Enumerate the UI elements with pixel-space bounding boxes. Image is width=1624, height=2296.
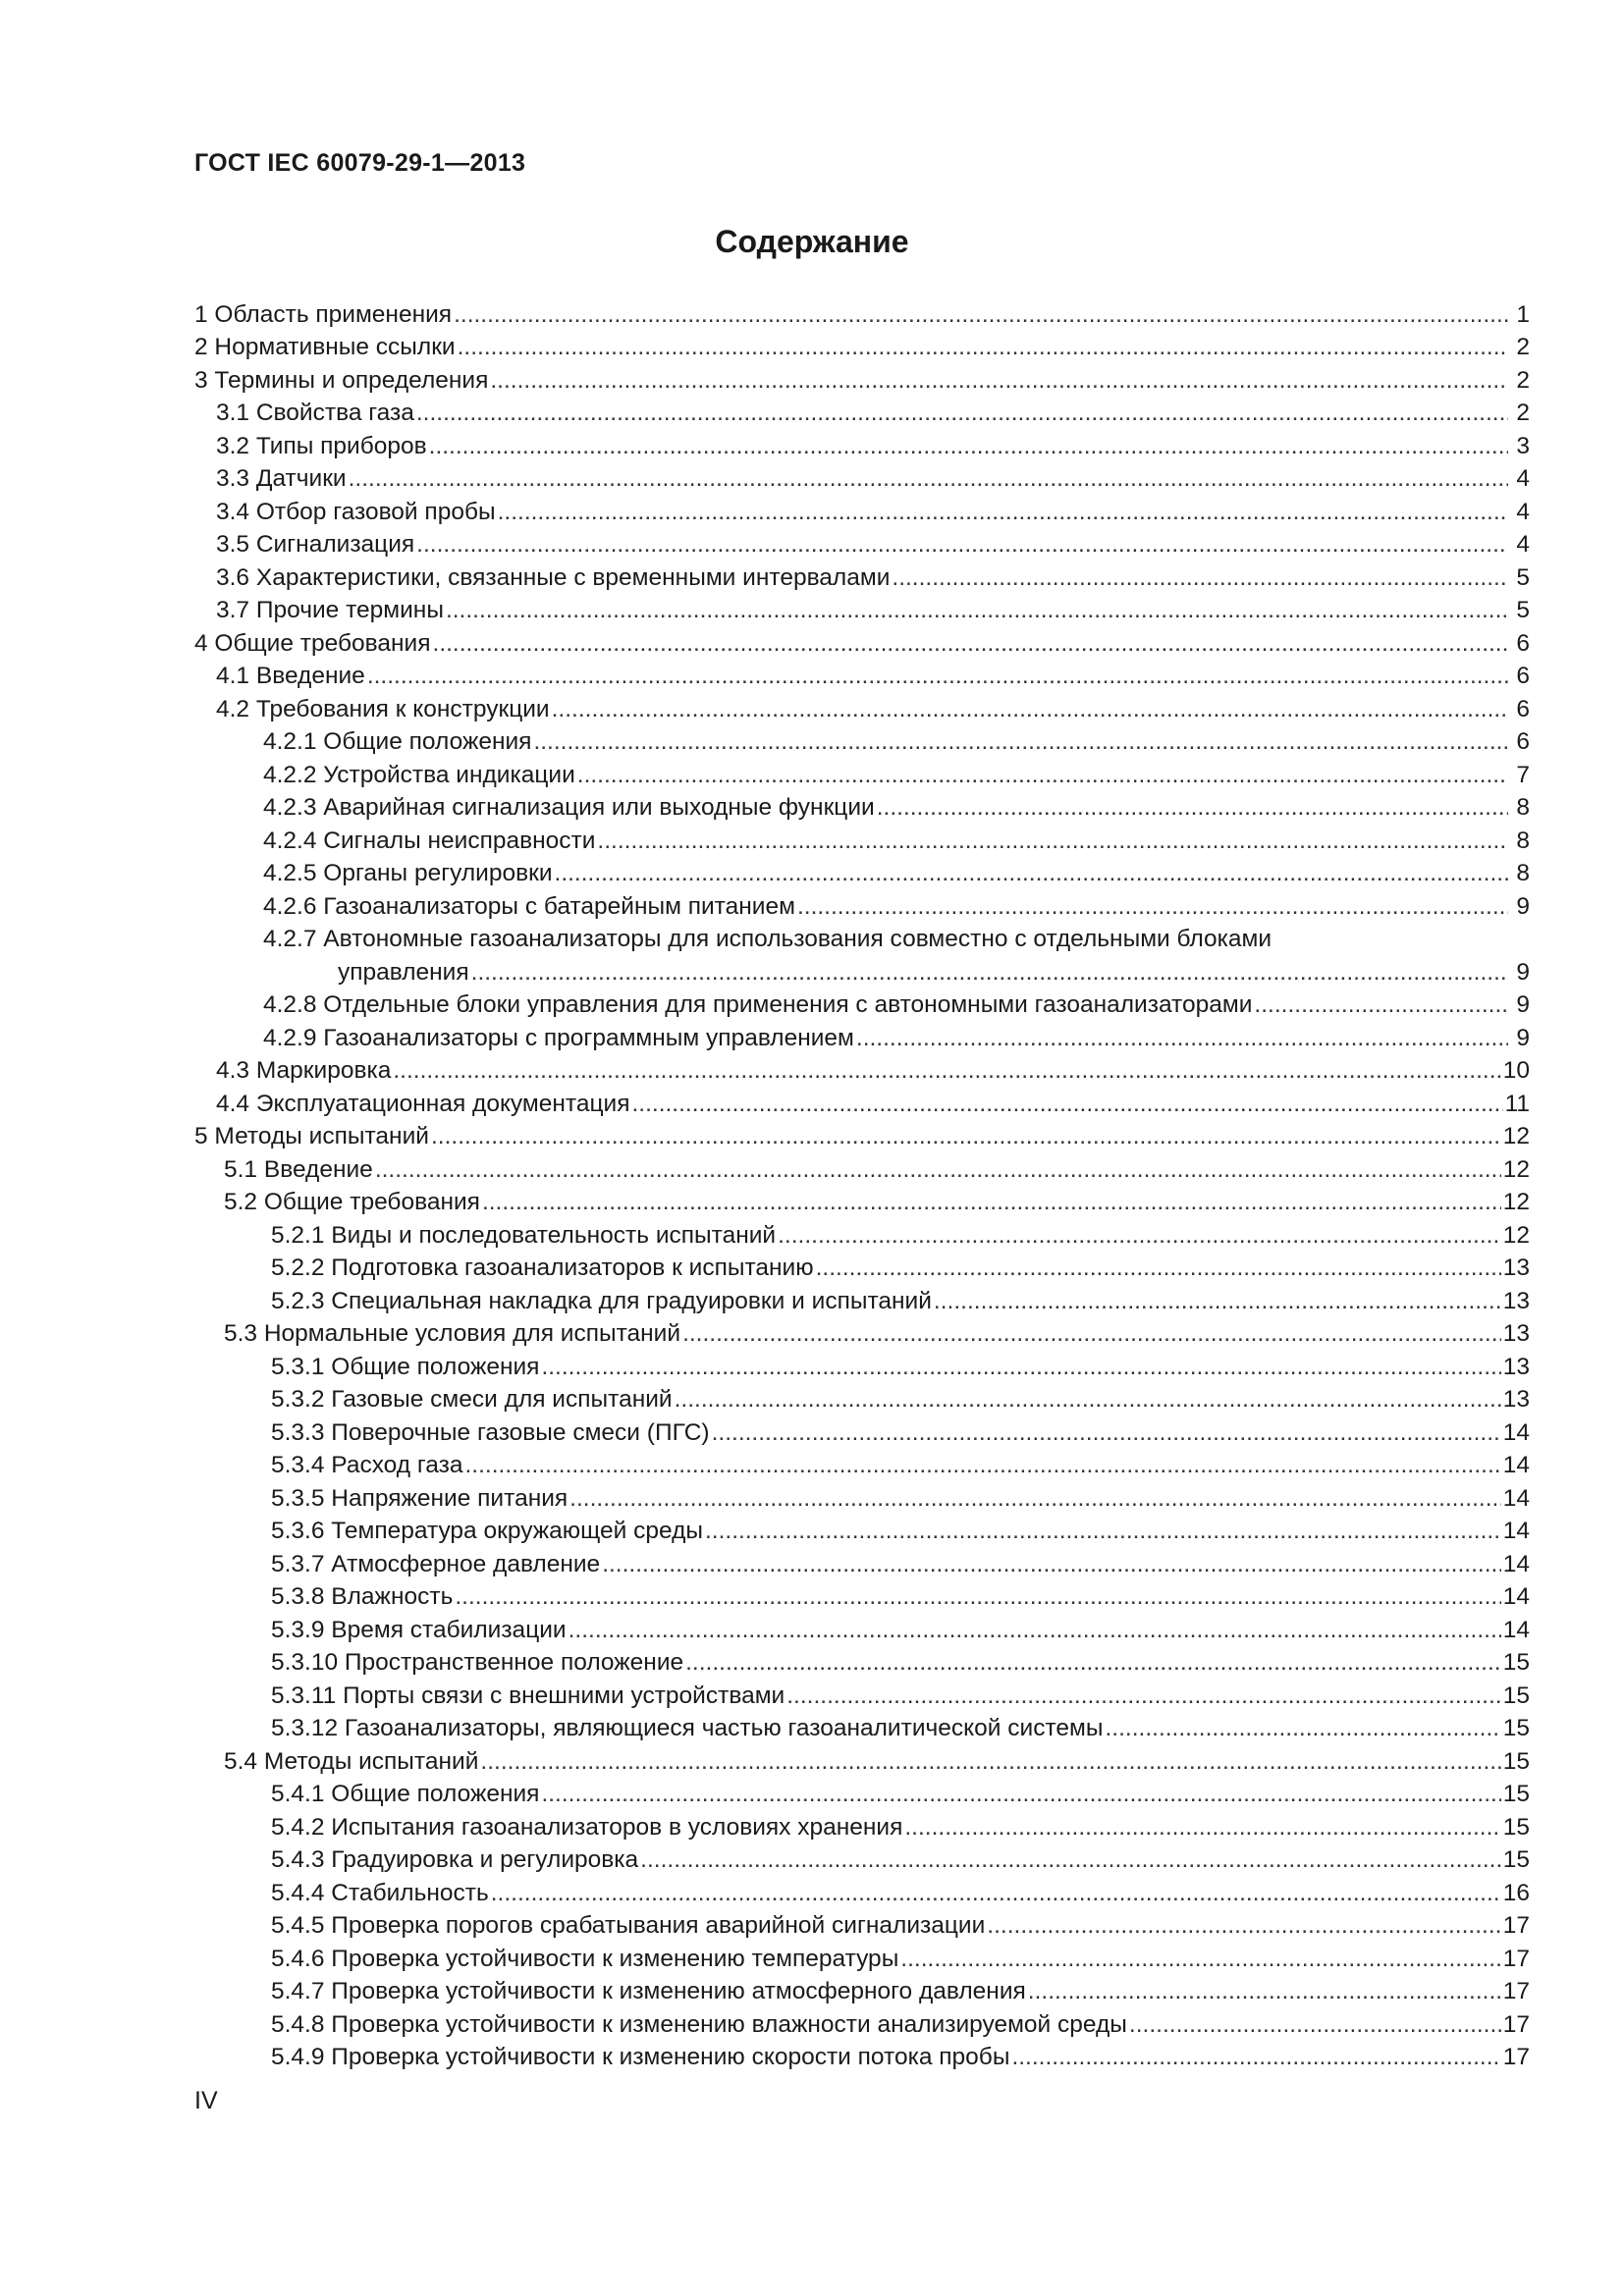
toc-entry-label: 5 Методы испытаний [194, 1123, 429, 1149]
toc-entry[interactable] [194, 888, 1530, 922]
toc-entry-label: 5.2 Общие требования [224, 1189, 480, 1215]
toc-entry-label: 5.4.2 Испытания газоанализаторов в условиях хранения [271, 1813, 903, 1841]
toc-entry-label: 5.3.12 Газоанализаторы, являющиеся частью газоаналитической системы [271, 1715, 1104, 1741]
toc-entry[interactable] [194, 362, 1530, 396]
toc-page-number: 17 [1502, 2044, 1530, 2070]
toc-entry[interactable] [194, 856, 1530, 889]
toc-entry[interactable] [194, 1612, 1530, 1645]
toc-leader-dots [682, 1319, 1501, 1349]
toc-entry[interactable] [194, 1908, 1530, 1942]
toc-entry-label: 5.3.10 Пространственное положение [271, 1649, 684, 1676]
toc-leader-dots [877, 793, 1508, 823]
toc-entry-label: 5.3.6 Температура окружающей среды [271, 1518, 703, 1544]
toc-page-number: 13 [1502, 1287, 1530, 1314]
toc-leader-dots [416, 399, 1508, 428]
toc-entry-label: 4.2.8 Отдельные блоки управления для применения с автономными газоанализаторами [263, 991, 1253, 1018]
toc-entry[interactable] [194, 330, 1530, 363]
toc-entry-label: 3.6 Характеристики, связанные с временными интервалами [216, 563, 891, 591]
toc-leader-dots [349, 464, 1508, 494]
toc-entry[interactable] [194, 560, 1530, 593]
toc-page-number: 6 [1516, 629, 1530, 657]
toc-entry-label: 3.3 Датчики [216, 465, 347, 492]
toc-entry[interactable] [194, 2040, 1530, 2073]
toc-leader-dots [490, 366, 1508, 396]
toc-leader-dots [482, 1188, 1501, 1217]
toc-leader-dots [987, 1911, 1500, 1941]
toc-entry[interactable] [194, 1382, 1530, 1415]
toc-leader-dots [431, 1122, 1501, 1151]
toc-leader-dots [446, 596, 1508, 625]
toc-page-number: 9 [1516, 991, 1530, 1018]
toc-page-number: 13 [1502, 1320, 1530, 1347]
toc-entry-label: 5.4.6 Проверка устойчивости к изменению температуры [271, 1945, 899, 1972]
toc-leader-dots [458, 333, 1508, 362]
toc-entry-label: 4.2.4 Сигналы неисправности [263, 827, 596, 854]
toc-leader-dots [705, 1517, 1501, 1546]
toc-entry[interactable] [194, 1053, 1530, 1087]
toc-entry[interactable] [194, 1480, 1530, 1514]
toc-page-number: 9 [1516, 958, 1530, 986]
toc-entry-label: 5.3.9 Время стабилизации [271, 1616, 567, 1643]
toc-entry[interactable] [194, 1777, 1530, 1810]
toc-page-number: 15 [1502, 1813, 1530, 1841]
toc-entry-label: 5.3.3 Поверочные газовые смеси (ПГС) [271, 1418, 710, 1446]
toc-leader-dots [904, 1813, 1500, 1842]
toc-leader-dots [454, 300, 1508, 330]
toc-leader-dots [491, 1879, 1501, 1908]
toc-entry[interactable] [194, 1415, 1530, 1448]
toc-entry-label: 4.2.2 Устройства индикации [263, 761, 575, 788]
toc-page-number: 14 [1502, 1452, 1530, 1478]
toc-page-number: 8 [1516, 794, 1530, 821]
toc-leader-dots [455, 1582, 1500, 1612]
page-number: IV [194, 2087, 218, 2114]
toc-page-number: 9 [1516, 892, 1530, 920]
toc-entry-label: 5.3.5 Напряжение питания [271, 1484, 568, 1512]
toc-leader-dots [367, 662, 1508, 691]
toc-entry-label: 4.2 Требования к конструкции [216, 695, 550, 722]
toc-leader-dots [797, 892, 1508, 922]
toc-entry[interactable] [194, 1645, 1530, 1679]
toc-page-number: 17 [1502, 1912, 1530, 1939]
toc-entry[interactable] [194, 1546, 1530, 1579]
toc-leader-dots [675, 1385, 1501, 1415]
toc-entry-label: 5.3.1 Общие положения [271, 1353, 540, 1380]
toc-leader-dots [631, 1090, 1502, 1119]
toc-entry[interactable] [194, 1086, 1530, 1119]
toc-page-number: 12 [1502, 1189, 1530, 1215]
toc-entry-label: 4.2.7 Автономные газоанализаторы для использования совместно с отдельными блоками [263, 926, 1272, 952]
toc-entry[interactable] [194, 1842, 1530, 1876]
toc-page-number: 15 [1502, 1846, 1530, 1873]
toc-page-number: 7 [1516, 761, 1530, 788]
toc-leader-dots [1011, 2043, 1500, 2072]
table-of-contents [194, 296, 1530, 2072]
toc-entry-label: 4.2.6 Газоанализаторы с батарейным питанием [263, 892, 795, 920]
toc-leader-dots [1254, 990, 1508, 1020]
toc-page-number: 14 [1502, 1418, 1530, 1446]
toc-leader-dots [1028, 1977, 1501, 2006]
toc-entry[interactable] [194, 396, 1530, 429]
toc-entry-label: 5.4.1 Общие положения [271, 1781, 540, 1807]
toc-page-number: 14 [1502, 1583, 1530, 1610]
toc-entry[interactable] [194, 1283, 1530, 1316]
toc-page-number: 10 [1502, 1057, 1530, 1084]
toc-leader-dots [533, 727, 1508, 757]
toc-entry[interactable] [194, 1119, 1530, 1152]
toc-entry[interactable] [194, 2006, 1530, 2040]
toc-leader-dots [640, 1845, 1501, 1875]
toc-leader-dots [1129, 2010, 1501, 2040]
toc-page-number: 12 [1502, 1221, 1530, 1249]
toc-leader-dots [541, 1780, 1500, 1809]
toc-entry-label: 5.3.7 Атмосферное давление [271, 1550, 601, 1577]
toc-entry-label: 4.2.1 Общие положения [263, 728, 532, 755]
toc-entry-label: 5.4.9 Проверка устойчивости к изменению скорости потока пробы [271, 2044, 1010, 2070]
toc-page-number: 8 [1516, 860, 1530, 886]
toc-entry-label: 5.3.11 Порты связи с внешними устройствами [271, 1682, 785, 1709]
toc-entry-label: 4.1 Введение [216, 663, 365, 689]
toc-entry[interactable] [194, 527, 1530, 561]
toc-entry-label: 3.2 Типы приборов [216, 432, 427, 459]
toc-page-number: 14 [1502, 1550, 1530, 1577]
toc-page-number: 12 [1502, 1123, 1530, 1149]
toc-entry-label: 5.3.8 Влажность [271, 1583, 454, 1610]
toc-leader-dots [778, 1221, 1501, 1251]
toc-entry-label: 5.4.8 Проверка устойчивости к изменению влажности анализируемой среды [271, 2010, 1127, 2038]
toc-page-number: 15 [1502, 1747, 1530, 1775]
toc-entry[interactable] [194, 1711, 1530, 1744]
toc-entry[interactable] [194, 428, 1530, 461]
toc-entry-label: 4.2.5 Органы регулировки [263, 860, 553, 886]
toc-entry-label: 5.3.4 Расход газа [271, 1452, 463, 1478]
toc-entry-label: 3 Термины и определения [194, 366, 489, 394]
toc-entry-label: 4.3 Маркировка [216, 1057, 392, 1084]
toc-leader-dots [685, 1648, 1501, 1678]
toc-entry-label-continuation: управления [338, 958, 469, 986]
toc-leader-dots [569, 1484, 1501, 1514]
toc-leader-dots [433, 629, 1508, 659]
toc-entry[interactable] [194, 790, 1530, 824]
toc-entry[interactable] [194, 593, 1530, 626]
toc-leader-dots [892, 563, 1508, 593]
toc-page-number: 14 [1502, 1484, 1530, 1512]
toc-entry-label: 5.4.4 Стабильность [271, 1879, 489, 1906]
toc-entry[interactable] [194, 1185, 1530, 1218]
toc-entry-label: 5.3.2 Газовые смеси для испытаний [271, 1386, 673, 1413]
toc-leader-dots [555, 859, 1508, 888]
toc-entry[interactable] [194, 1151, 1530, 1185]
toc-entry-label: 4.2.3 Аварийная сигнализация или выходные функции [263, 794, 875, 821]
toc-leader-dots [464, 1451, 1500, 1480]
toc-entry[interactable] [194, 1514, 1530, 1547]
toc-leader-dots [471, 958, 1508, 988]
toc-entry[interactable] [194, 1217, 1530, 1251]
toc-entry-label: 4.4 Эксплуатационная документация [216, 1090, 630, 1117]
toc-leader-dots [856, 1024, 1508, 1053]
toc-entry[interactable] [194, 1678, 1530, 1711]
toc-page-number: 8 [1516, 827, 1530, 854]
toc-leader-dots [480, 1747, 1500, 1777]
toc-page-number: 2 [1516, 400, 1530, 426]
toc-entry-label: 3.1 Свойства газа [216, 400, 414, 426]
toc-entry-label: 5.4.5 Проверка порогов срабатывания аварийной сигнализации [271, 1912, 986, 1939]
toc-entry-label: 2 Нормативные ссылки [194, 334, 456, 360]
toc-entry-label: 5.2.3 Специальная накладка для градуировки и испытаний [271, 1287, 932, 1314]
toc-page-number: 3 [1516, 432, 1530, 459]
toc-page-number: 15 [1502, 1781, 1530, 1807]
toc-entry-label: 4.2.9 Газоанализаторы с программным управлением [263, 1024, 854, 1051]
toc-entry-label: 3.7 Прочие термины [216, 597, 444, 623]
toc-entry[interactable] [194, 625, 1530, 659]
toc-leader-dots [568, 1616, 1501, 1645]
toc-entry[interactable] [194, 724, 1530, 758]
toc-entry-label: 5.2.1 Виды и последовательность испытаний [271, 1221, 777, 1249]
toc-leader-dots [900, 1945, 1500, 1974]
toc-page-number: 11 [1504, 1090, 1530, 1117]
toc-entry-label: 5.4 Методы испытаний [224, 1747, 479, 1775]
toc-leader-dots [429, 432, 1508, 461]
toc-page-number: 6 [1516, 695, 1530, 722]
toc-entry[interactable] [194, 1020, 1530, 1053]
toc-page-number: 17 [1502, 1945, 1530, 1972]
toc-page-number: 13 [1502, 1353, 1530, 1380]
toc-page-number: 15 [1502, 1649, 1530, 1676]
toc-entry[interactable] [194, 659, 1530, 692]
toc-entry[interactable] [194, 1941, 1530, 1974]
toc-entry-label: 5.3 Нормальные условия для испытаний [224, 1320, 681, 1347]
toc-page-number: 14 [1502, 1518, 1530, 1544]
toc-leader-dots [416, 530, 1508, 560]
toc-leader-dots [1105, 1714, 1500, 1743]
toc-page-number: 15 [1502, 1682, 1530, 1709]
toc-page-number: 15 [1502, 1715, 1530, 1741]
toc-page-number: 4 [1516, 531, 1530, 558]
toc-entry[interactable] [194, 922, 1530, 955]
toc-entry[interactable] [194, 1316, 1530, 1350]
toc-page-number: 6 [1516, 663, 1530, 689]
toc-leader-dots [712, 1418, 1501, 1448]
toc-page-number: 17 [1502, 2010, 1530, 2038]
toc-page-number: 13 [1502, 1255, 1530, 1281]
toc-page-number: 6 [1516, 728, 1530, 755]
toc-page-number: 4 [1516, 465, 1530, 492]
toc-entry[interactable] [194, 494, 1530, 527]
toc-entry[interactable] [194, 988, 1530, 1021]
toc-entry[interactable] [194, 757, 1530, 790]
toc-leader-dots [602, 1550, 1501, 1579]
toc-leader-dots [934, 1287, 1501, 1316]
toc-entry[interactable] [194, 296, 1530, 330]
toc-entry-label: 5.2.2 Подготовка газоанализаторов к испытанию [271, 1255, 814, 1281]
toc-leader-dots [786, 1682, 1501, 1711]
toc-entry[interactable] [194, 1875, 1530, 1908]
toc-entry[interactable] [194, 1448, 1530, 1481]
toc-entry-label: 5.4.3 Градуировка и регулировка [271, 1846, 639, 1873]
toc-leader-dots [816, 1254, 1501, 1283]
page-title: Содержание [715, 224, 909, 259]
toc-page-number: 2 [1516, 334, 1530, 360]
document-header: ГОСТ IEC 60079-29-1—2013 [194, 149, 526, 177]
toc-entry-label: 3.4 Отбор газовой пробы [216, 498, 496, 525]
toc-entry[interactable] [194, 1974, 1530, 2007]
toc-page-number: 16 [1502, 1879, 1530, 1906]
toc-entry-label: 5.1 Введение [224, 1155, 373, 1183]
toc-entry[interactable] [194, 1349, 1530, 1382]
toc-entry[interactable] [194, 823, 1530, 856]
toc-entry[interactable] [194, 1743, 1530, 1777]
toc-page-number: 9 [1516, 1024, 1530, 1051]
toc-entry-continuation[interactable] [194, 954, 1530, 988]
toc-entry[interactable] [194, 691, 1530, 724]
toc-page-number: 14 [1502, 1616, 1530, 1643]
toc-entry[interactable] [194, 461, 1530, 495]
toc-page-number: 17 [1502, 1978, 1530, 2004]
toc-leader-dots [375, 1155, 1501, 1185]
toc-leader-dots [541, 1353, 1500, 1382]
toc-page-number: 1 [1516, 300, 1530, 328]
toc-entry[interactable] [194, 1579, 1530, 1613]
toc-leader-dots [552, 695, 1508, 724]
toc-page-number: 4 [1516, 498, 1530, 525]
toc-page-number: 12 [1502, 1155, 1530, 1183]
toc-entry[interactable] [194, 1251, 1530, 1284]
toc-leader-dots [597, 827, 1508, 856]
toc-page-number: 2 [1516, 366, 1530, 394]
toc-page-number: 5 [1516, 563, 1530, 591]
toc-page-number: 13 [1502, 1386, 1530, 1413]
toc-entry-label: 3.5 Сигнализация [216, 531, 415, 558]
toc-entry-label: 1 Область применения [194, 300, 453, 328]
toc-page-number: 5 [1516, 597, 1530, 623]
toc-leader-dots [393, 1056, 1500, 1086]
toc-leader-dots [577, 761, 1508, 790]
toc-entry-label: 4 Общие требования [194, 629, 431, 657]
toc-entry[interactable] [194, 1809, 1530, 1842]
toc-entry-label: 5.4.7 Проверка устойчивости к изменению атмосферного давления [271, 1978, 1026, 2004]
toc-leader-dots [498, 498, 1508, 527]
